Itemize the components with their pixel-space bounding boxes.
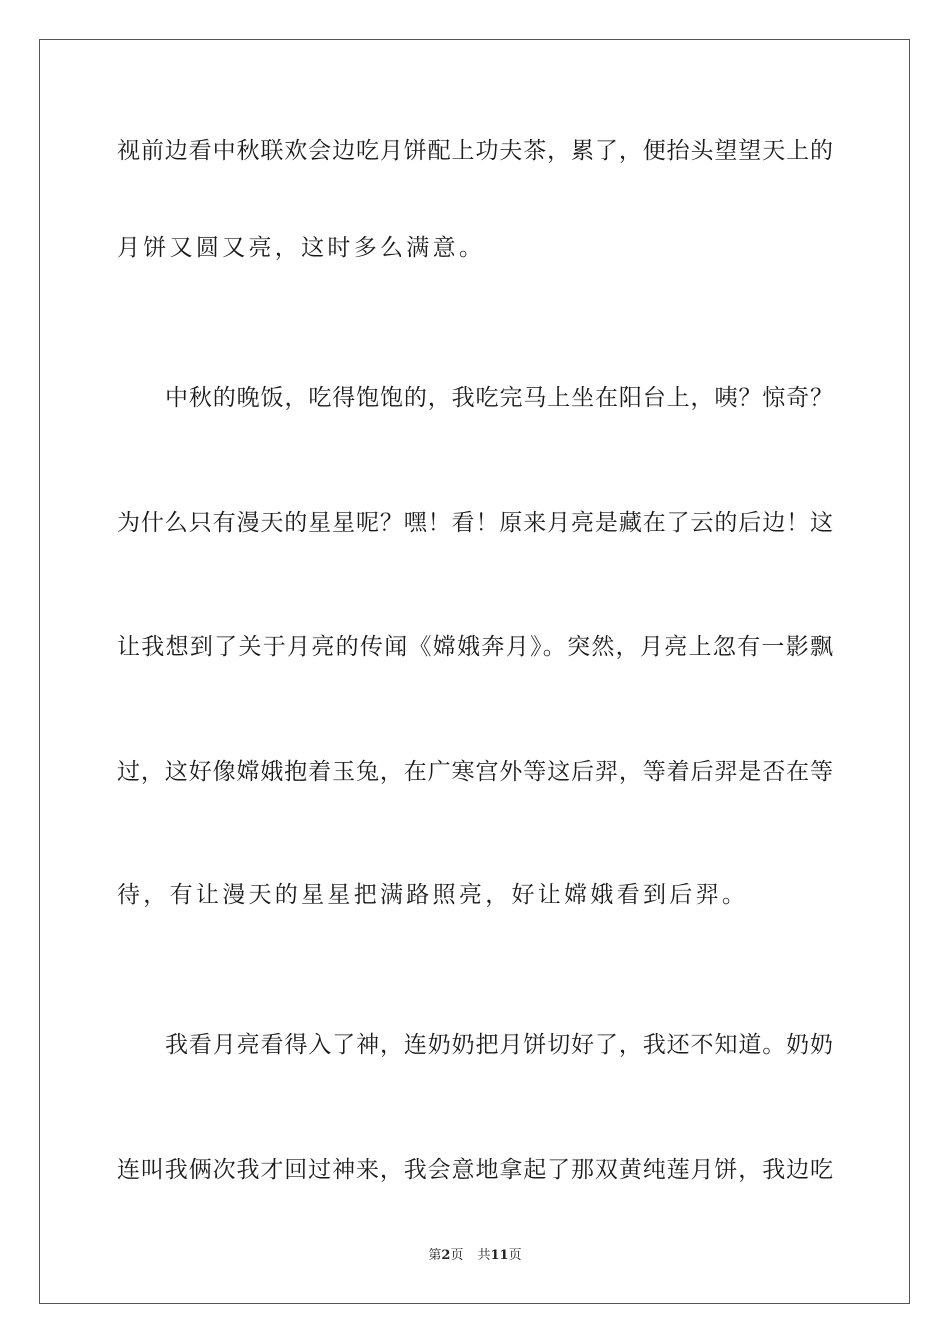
total-pages: 11 [490,1248,509,1263]
page-label-suffix: 页 [450,1248,464,1263]
text-line: 让我想到了关于月亮的传闻《嫦娥奔月》。突然，月亮上忽有一影飘 [117,634,833,660]
text-line: 为什么只有漫天的星星呢？嘿！看！原来月亮是藏在了云的后边！这 [117,510,833,536]
page-footer [0,1247,950,1265]
text-line: 连叫我俩次我才回过神来，我会意地拿起了那双黄纯莲月饼，我边吃 [117,1157,833,1183]
text-line: 待，有让漫天的星星把满路照亮，好让嫦娥看到后羿。 [117,882,749,908]
total-label-suffix: 页 [508,1248,522,1263]
total-label-prefix: 共 [477,1248,491,1263]
text-line: 过，这好像嫦娥抱着玉兔，在广寒宫外等这后羿，等着后羿是否在等 [117,759,833,785]
text-line: 视前边看中秋联欢会边吃月饼配上功夫茶，累了，便抬头望望天上的 [117,138,833,164]
page-border [39,39,910,1304]
text-line: 我看月亮看得入了神，连奶奶把月饼切好了，我还不知道。奶奶 [165,1032,833,1058]
text-line: 月饼又圆又亮，这时多么满意。 [117,235,486,261]
text-line: 中秋的晚饭，吃得饱饱的，我吃完马上坐在阳台上，咦？惊奇？ [165,385,833,411]
page-number: 2 [441,1248,451,1263]
page-label-prefix: 第 [428,1248,442,1263]
